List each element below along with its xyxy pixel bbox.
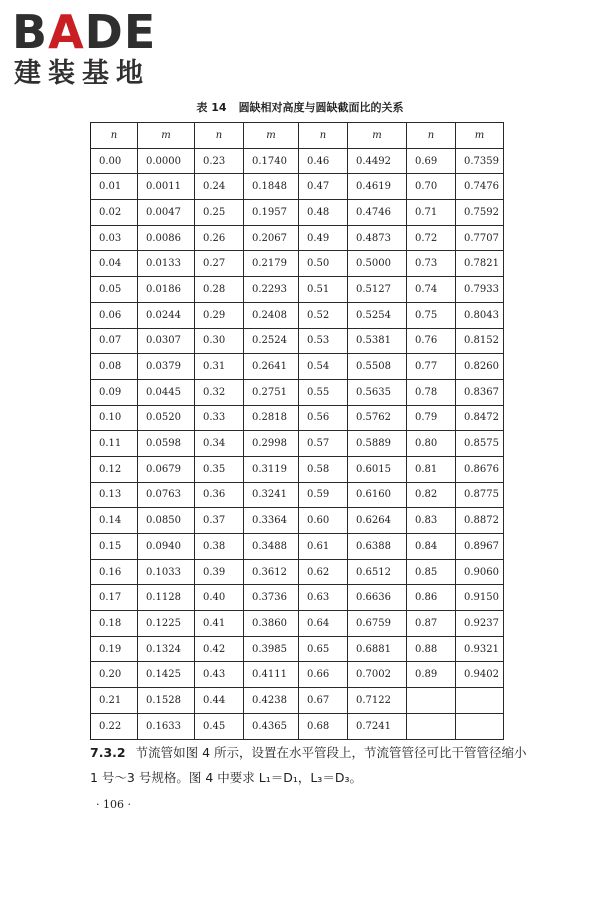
table-cell: 0.7359 [456, 148, 504, 174]
table-cell: 0.60 [299, 508, 348, 534]
table-cell: 0.3364 [244, 508, 299, 534]
table-cell: 0.0086 [138, 225, 195, 251]
table-row [91, 559, 504, 585]
table-cell: 0.83 [407, 508, 456, 534]
table-cell: 0.05 [91, 277, 138, 303]
table-cell: 0.15 [91, 534, 138, 560]
table-cell: 0.29 [195, 302, 244, 328]
table-cell [407, 713, 456, 739]
section-text: 节流管如图 4 所示，设置在水平管段上，节流管管径可比干管管径缩小 1 号～3 号规格。图 4 中要求 L₁＝D₁，L₃＝D₃。 [90, 745, 527, 785]
table-cell: 0.7241 [348, 713, 407, 739]
table-row [91, 636, 504, 662]
table-header [91, 123, 504, 149]
table-cell: 0.32 [195, 379, 244, 405]
table-cell: 0.1528 [138, 688, 195, 714]
table-cell: 0.69 [407, 148, 456, 174]
table-cell: 0.55 [299, 379, 348, 405]
table-cell: 0.38 [195, 534, 244, 560]
table-cell: 0.8152 [456, 328, 504, 354]
segment-ratio-table [90, 122, 504, 740]
table-cell: 0.72 [407, 225, 456, 251]
table-cell: 0.5508 [348, 354, 407, 380]
table-caption [0, 99, 600, 115]
table-cell: 0.0379 [138, 354, 195, 380]
table-cell: 0.7476 [456, 174, 504, 200]
table-cell: 0.0000 [138, 148, 195, 174]
table-cell: 0.2751 [244, 379, 299, 405]
table-cell: 0.84 [407, 534, 456, 560]
table-cell: 0.8676 [456, 456, 504, 482]
table-cell: 0.3119 [244, 456, 299, 482]
table-cell: 0.0133 [138, 251, 195, 277]
table-cell: 0.03 [91, 225, 138, 251]
table-row [91, 662, 504, 688]
table-cell: 0.8043 [456, 302, 504, 328]
column-header: m [244, 123, 299, 149]
table-cell: 0.39 [195, 559, 244, 585]
table-cell: 0.0445 [138, 379, 195, 405]
table-cell: 0.0940 [138, 534, 195, 560]
table-cell: 0.88 [407, 636, 456, 662]
table-cell: 0.35 [195, 456, 244, 482]
column-header: m [456, 123, 504, 149]
table-cell: 0.8775 [456, 482, 504, 508]
table-cell: 0.1225 [138, 611, 195, 637]
page-number: · 106 · [96, 798, 131, 811]
table-cell: 0.36 [195, 482, 244, 508]
table-row [91, 225, 504, 251]
table-cell: 0.9402 [456, 662, 504, 688]
table-cell: 0.4365 [244, 713, 299, 739]
table-cell: 0.0679 [138, 456, 195, 482]
table-cell: 0.0850 [138, 508, 195, 534]
table-cell: 0.73 [407, 251, 456, 277]
table-cell [407, 688, 456, 714]
table-row [91, 508, 504, 534]
table-cell: 0.74 [407, 277, 456, 303]
table-cell: 0.33 [195, 405, 244, 431]
table-cell: 0.5635 [348, 379, 407, 405]
table-cell: 0.2641 [244, 354, 299, 380]
table-cell: 0.6264 [348, 508, 407, 534]
table-cell [456, 713, 504, 739]
table-cell: 0.4238 [244, 688, 299, 714]
table-cell: 0.13 [91, 482, 138, 508]
table-cell: 0.1633 [138, 713, 195, 739]
table-row [91, 611, 504, 637]
table-cell: 0.53 [299, 328, 348, 354]
table-cell: 0.7002 [348, 662, 407, 688]
table-cell: 0.58 [299, 456, 348, 482]
table-row [91, 277, 504, 303]
table-cell: 0.1033 [138, 559, 195, 585]
table-cell: 0.1957 [244, 200, 299, 226]
table-cell: 0.14 [91, 508, 138, 534]
table-cell: 0.6636 [348, 585, 407, 611]
table-cell: 0.5381 [348, 328, 407, 354]
table-cell: 0.10 [91, 405, 138, 431]
table-cell: 0.89 [407, 662, 456, 688]
table-cell: 0.6388 [348, 534, 407, 560]
table-row [91, 379, 504, 405]
table-cell: 0.6160 [348, 482, 407, 508]
table-cell: 0.08 [91, 354, 138, 380]
table-cell: 0.0307 [138, 328, 195, 354]
table-cell: 0.70 [407, 174, 456, 200]
table-row [91, 431, 504, 457]
table-cell: 0.25 [195, 200, 244, 226]
table-cell: 0.62 [299, 559, 348, 585]
table-cell: 0.75 [407, 302, 456, 328]
table-cell [456, 688, 504, 714]
table-cell: 0.49 [299, 225, 348, 251]
table-cell: 0.1740 [244, 148, 299, 174]
table-cell: 0.52 [299, 302, 348, 328]
column-header: m [348, 123, 407, 149]
table-cell: 0.9321 [456, 636, 504, 662]
table-cell: 0.07 [91, 328, 138, 354]
table-row [91, 200, 504, 226]
table-cell: 0.85 [407, 559, 456, 585]
table-cell: 0.81 [407, 456, 456, 482]
table-cell: 0.79 [407, 405, 456, 431]
table-cell: 0.22 [91, 713, 138, 739]
table-cell: 0.8575 [456, 431, 504, 457]
table-cell: 0.7933 [456, 277, 504, 303]
table-row [91, 174, 504, 200]
table-cell: 0.30 [195, 328, 244, 354]
table-cell: 0.6015 [348, 456, 407, 482]
table-cell: 0.68 [299, 713, 348, 739]
column-header: n [91, 123, 138, 149]
table-cell: 0.6881 [348, 636, 407, 662]
table-cell: 0.80 [407, 431, 456, 457]
table-cell: 0.3985 [244, 636, 299, 662]
table-cell: 0.19 [91, 636, 138, 662]
column-header: n [195, 123, 244, 149]
table-cell: 0.65 [299, 636, 348, 662]
table-cell: 0.28 [195, 277, 244, 303]
table-cell: 0.2067 [244, 225, 299, 251]
table-row [91, 456, 504, 482]
table-cell: 0.67 [299, 688, 348, 714]
table-title: 圆缺相对高度与圆缺截面比的关系 [238, 101, 404, 114]
column-header: n [407, 123, 456, 149]
table-cell: 0.2998 [244, 431, 299, 457]
table-cell: 0.27 [195, 251, 244, 277]
table-cell: 0.31 [195, 354, 244, 380]
table-cell: 0.1128 [138, 585, 195, 611]
table-cell: 0.46 [299, 148, 348, 174]
table-cell: 0.34 [195, 431, 244, 457]
table-row [91, 251, 504, 277]
table-cell: 0.0011 [138, 174, 195, 200]
table-cell: 0.8872 [456, 508, 504, 534]
table-cell: 0.0186 [138, 277, 195, 303]
table-cell: 0.12 [91, 456, 138, 482]
table-cell: 0.9150 [456, 585, 504, 611]
table-cell: 0.06 [91, 302, 138, 328]
table-cell: 0.26 [195, 225, 244, 251]
table-cell: 0.0047 [138, 200, 195, 226]
table-cell: 0.23 [195, 148, 244, 174]
table-body [91, 148, 504, 739]
table-cell: 0.6512 [348, 559, 407, 585]
table-cell: 0.5762 [348, 405, 407, 431]
table-cell: 0.5000 [348, 251, 407, 277]
table-cell: 0.3488 [244, 534, 299, 560]
table-row [91, 328, 504, 354]
table-row [91, 688, 504, 714]
table-cell: 0.3860 [244, 611, 299, 637]
table-cell: 0.6759 [348, 611, 407, 637]
table-cell: 0.16 [91, 559, 138, 585]
table-cell: 0.0598 [138, 431, 195, 457]
table-cell: 0.76 [407, 328, 456, 354]
table-cell: 0.50 [299, 251, 348, 277]
table-cell: 0.42 [195, 636, 244, 662]
table-row [91, 713, 504, 739]
table-cell: 0.7821 [456, 251, 504, 277]
table-row [91, 148, 504, 174]
logo-wordmark [12, 6, 156, 58]
column-header: m [138, 123, 195, 149]
table-cell: 0.21 [91, 688, 138, 714]
table-row [91, 354, 504, 380]
table-cell: 0.4873 [348, 225, 407, 251]
table-row [91, 534, 504, 560]
table-row [91, 482, 504, 508]
table-cell: 0.56 [299, 405, 348, 431]
table-cell: 0.51 [299, 277, 348, 303]
bade-logo [12, 6, 182, 92]
table-cell: 0.2408 [244, 302, 299, 328]
table-number: 表 14 [196, 101, 227, 114]
table-cell: 0.48 [299, 200, 348, 226]
table-cell: 0.4746 [348, 200, 407, 226]
table-cell: 0.9060 [456, 559, 504, 585]
table-cell: 0.8967 [456, 534, 504, 560]
table-cell: 0.7707 [456, 225, 504, 251]
section-number: 7.3.2 [90, 745, 126, 760]
table-cell: 0.2818 [244, 405, 299, 431]
table-cell: 0.5127 [348, 277, 407, 303]
table-row [91, 585, 504, 611]
table-cell: 0.82 [407, 482, 456, 508]
section-paragraph [90, 740, 530, 790]
table-cell: 0.47 [299, 174, 348, 200]
table-cell: 0.8472 [456, 405, 504, 431]
table-cell: 0.09 [91, 379, 138, 405]
table-cell: 0.11 [91, 431, 138, 457]
table-cell: 0.87 [407, 611, 456, 637]
table-cell: 0.45 [195, 713, 244, 739]
table-cell: 0.37 [195, 508, 244, 534]
table-cell: 0.66 [299, 662, 348, 688]
table-cell: 0.8260 [456, 354, 504, 380]
table-cell: 0.01 [91, 174, 138, 200]
table-cell: 0.64 [299, 611, 348, 637]
column-header: n [299, 123, 348, 149]
table-cell: 0.2179 [244, 251, 299, 277]
logo-letter-b: B [12, 5, 49, 59]
table-cell: 0.1324 [138, 636, 195, 662]
table-cell: 0.0763 [138, 482, 195, 508]
table-cell: 0.4619 [348, 174, 407, 200]
table-cell: 0.20 [91, 662, 138, 688]
table-cell: 0.40 [195, 585, 244, 611]
table-cell: 0.4111 [244, 662, 299, 688]
table-cell: 0.61 [299, 534, 348, 560]
table-cell: 0.44 [195, 688, 244, 714]
table-cell: 0.41 [195, 611, 244, 637]
table-cell: 0.04 [91, 251, 138, 277]
table-cell: 0.02 [91, 200, 138, 226]
table-cell: 0.0520 [138, 405, 195, 431]
logo-subtitle: 建装基地 [14, 58, 150, 89]
table-cell: 0.3736 [244, 585, 299, 611]
table-cell: 0.43 [195, 662, 244, 688]
table-cell: 0.1425 [138, 662, 195, 688]
table-cell: 0.54 [299, 354, 348, 380]
table-cell: 0.4492 [348, 148, 407, 174]
table-row [91, 302, 504, 328]
table-cell: 0.00 [91, 148, 138, 174]
table-cell: 0.7592 [456, 200, 504, 226]
table-cell: 0.3612 [244, 559, 299, 585]
table-cell: 0.2524 [244, 328, 299, 354]
table-cell: 0.9237 [456, 611, 504, 637]
table-cell: 0.17 [91, 585, 138, 611]
table-cell: 0.63 [299, 585, 348, 611]
table-cell: 0.59 [299, 482, 348, 508]
table-cell: 0.7122 [348, 688, 407, 714]
table-cell: 0.5889 [348, 431, 407, 457]
table-cell: 0.1848 [244, 174, 299, 200]
table-cell: 0.8367 [456, 379, 504, 405]
logo-letter-a: A [48, 5, 85, 59]
table-row [91, 405, 504, 431]
table-cell: 0.71 [407, 200, 456, 226]
table-cell: 0.86 [407, 585, 456, 611]
table-cell: 0.24 [195, 174, 244, 200]
table-cell: 0.18 [91, 611, 138, 637]
table-cell: 0.0244 [138, 302, 195, 328]
table-cell: 0.2293 [244, 277, 299, 303]
table-cell: 0.77 [407, 354, 456, 380]
logo-letters-de: DE [84, 5, 157, 59]
table-cell: 0.5254 [348, 302, 407, 328]
table-cell: 0.78 [407, 379, 456, 405]
table-cell: 0.3241 [244, 482, 299, 508]
table-cell: 0.57 [299, 431, 348, 457]
